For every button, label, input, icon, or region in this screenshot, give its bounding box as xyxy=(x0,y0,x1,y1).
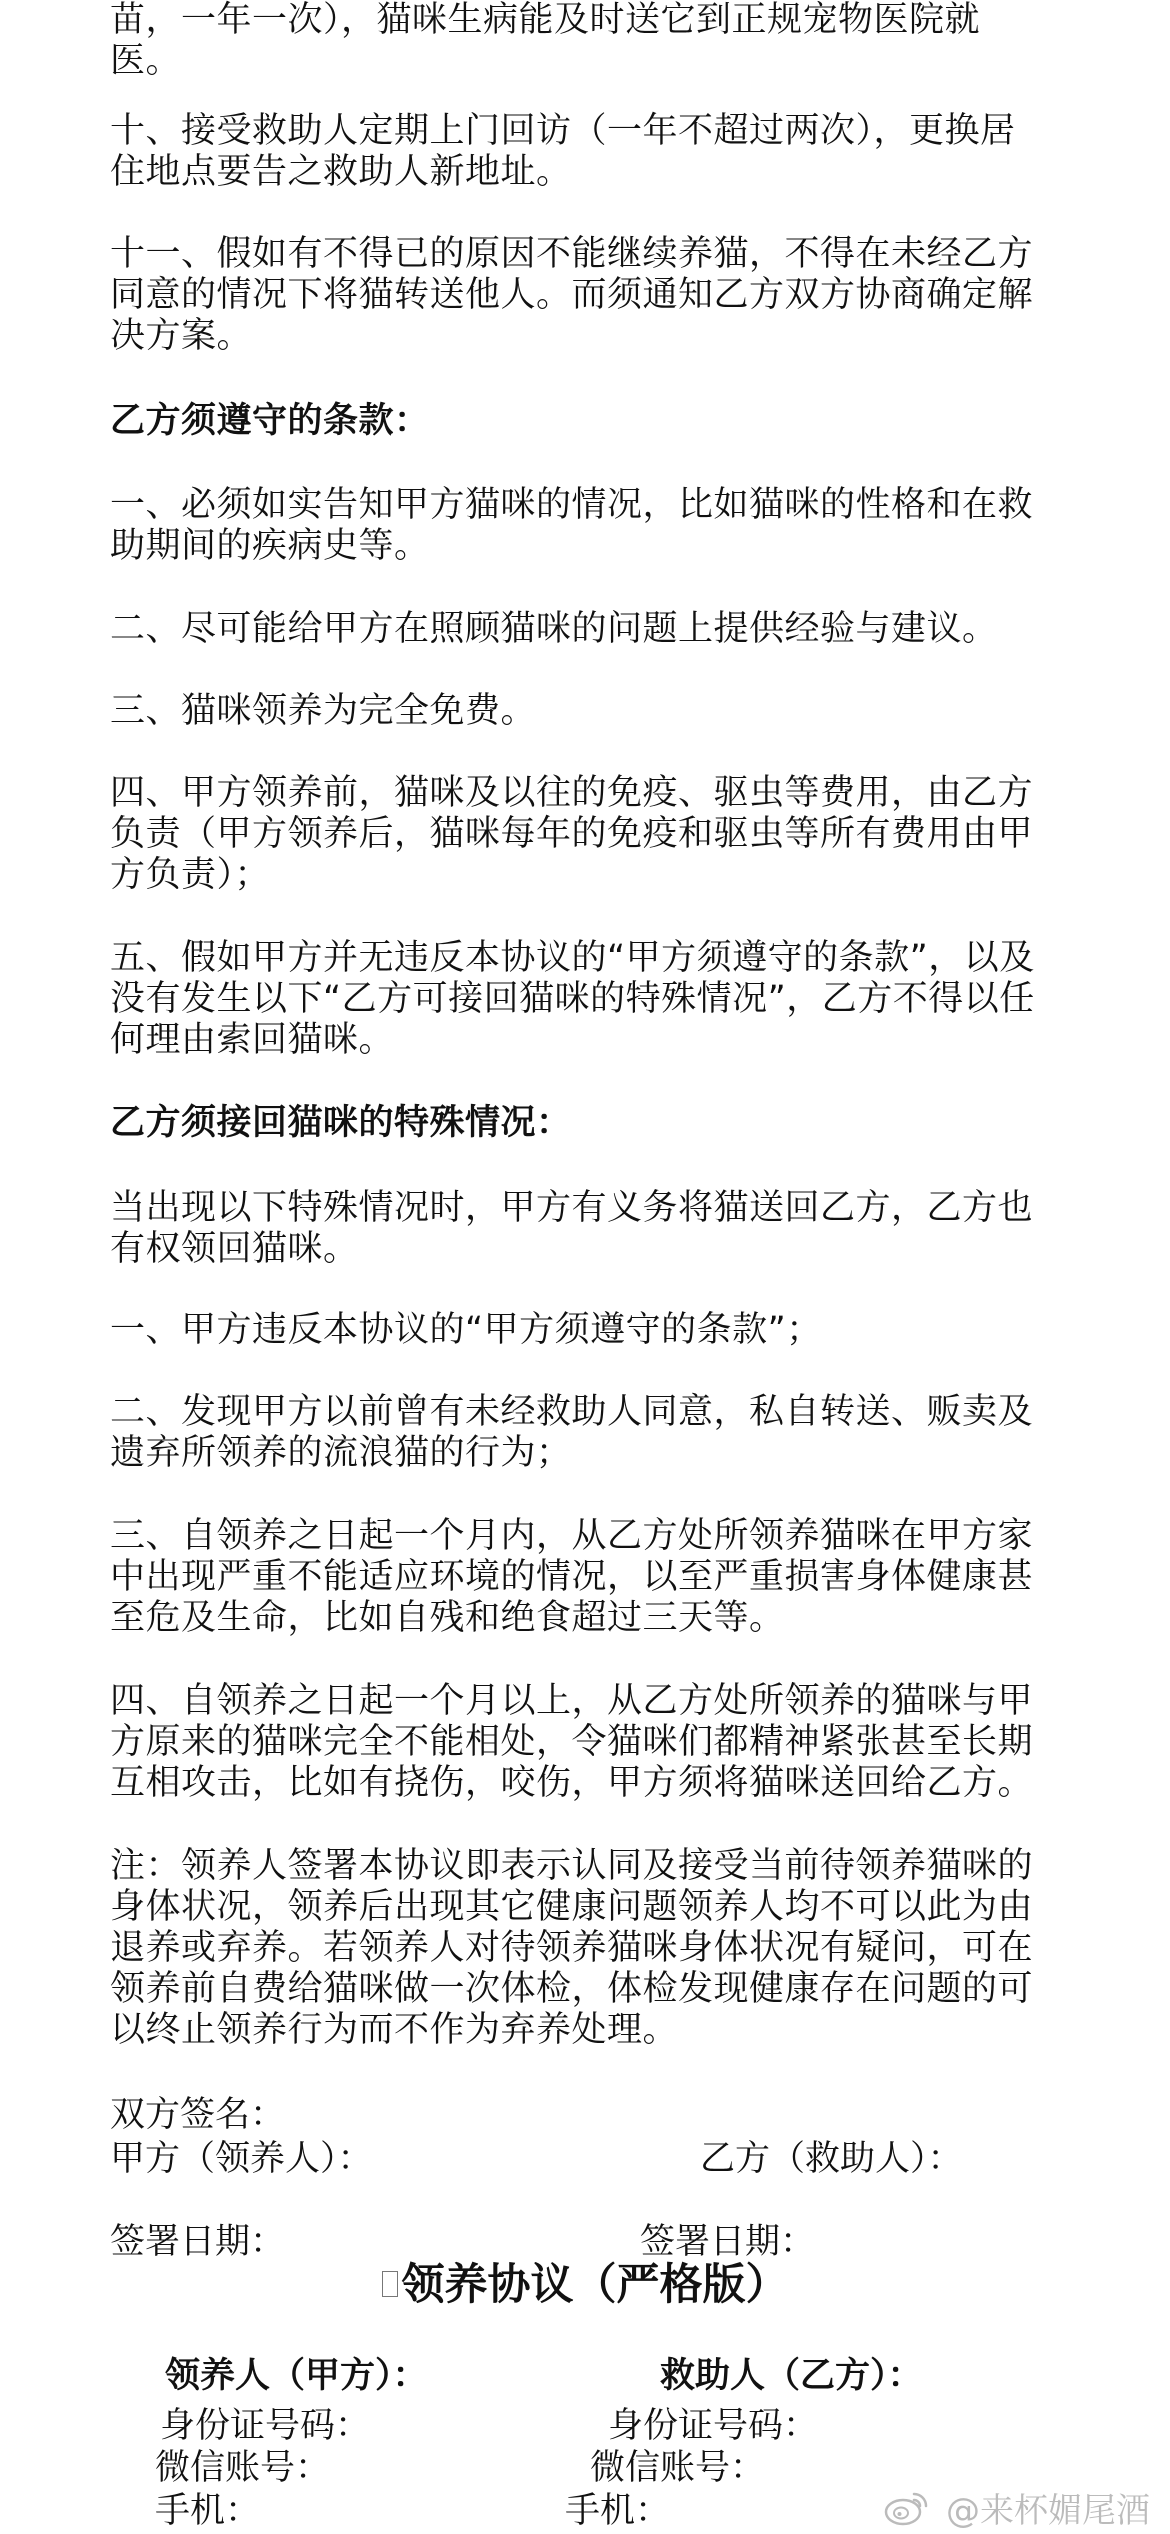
section-heading: 乙方须接回猫咪的特殊情况： xyxy=(110,1103,572,1143)
clause-paragraph: 三、猫咪领养为完全免费。 xyxy=(110,691,537,731)
clause-paragraph: 一、必须如实告知甲方猫咪的情况，比如猫咪的性格和在救 助期间的疾病史等。 xyxy=(110,485,1034,566)
second-page-title-text: 领养协议（严格版） xyxy=(401,2260,789,2310)
clause-paragraph: 十、接受救助人定期上门回访（一年不超过两次），更换居 住地点要告之救助人新地址。 xyxy=(110,111,1016,192)
date-a-label: 签署日期： xyxy=(110,2222,286,2262)
missing-glyph-icon xyxy=(382,2271,398,2297)
clause-paragraph: 一、甲方违反本协议的“甲方须遵守的条款”； xyxy=(110,1310,822,1350)
second-page-title xyxy=(0,2255,1170,2315)
clause-paragraph: 当出现以下特殊情况时，甲方有义务将猫送回乙方，乙方也 有权领回猫咪。 xyxy=(110,1188,1034,1269)
party-a-sign-label: 甲方（领养人）： xyxy=(110,2139,373,2179)
date-b-label: 签署日期： xyxy=(640,2222,816,2262)
clause-paragraph: 二、尽可能给甲方在照顾猫咪的问题上提供经验与建议。 xyxy=(110,609,998,649)
watermark xyxy=(884,2482,1158,2532)
clause-paragraph: 二、发现甲方以前曾有未经救助人同意，私自转送、贩卖及 遗弃所领养的流浪猫的行为； xyxy=(110,1392,1034,1473)
weibo-logo-icon xyxy=(884,2488,930,2526)
watermark-text: @来杯媚尾酒 xyxy=(946,2490,1150,2531)
party-b-sign-label: 乙方（救助人）： xyxy=(700,2139,963,2179)
phone-label-b: 手机： xyxy=(565,2491,671,2531)
clause-paragraph: 四、甲方领养前，猫咪及以往的免疫、驱虫等费用，由乙方 负责（甲方领养后，猫咪每年的免疫和驱虫等所有费用由甲 方负责）； xyxy=(110,773,1034,895)
section-heading: 乙方须遵守的条款： xyxy=(110,401,430,441)
wechat-label-b: 微信账号： xyxy=(590,2448,766,2488)
clause-paragraph: 十一、假如有不得已的原因不能继续养猫，不得在未经乙方 同意的情况下将猫转送他人。而须通知乙方双方协商确定解 决方案。 xyxy=(110,234,1034,356)
rescuer-heading: 救助人（乙方）： xyxy=(660,2356,923,2396)
id-number-label-b: 身份证号码： xyxy=(608,2406,819,2446)
both-sign-label: 双方签名： xyxy=(110,2095,286,2135)
clause-paragraph: 四、自领养之日起一个月以上，从乙方处所领养的猫咪与甲 方原来的猫咪完全不能相处，令猫咪们都精神紧张甚至长期 互相攻击，比如有挠伤，咬伤，甲方须将猫咪送回给乙方。 xyxy=(110,1681,1034,1803)
adopter-heading: 领养人（甲方）： xyxy=(165,2356,428,2396)
clause-paragraph: 五、假如甲方并无违反本协议的“甲方须遵守的条款”，以及 没有发生以下“乙方可接回猫咪的特殊情况”，乙方不得以任 何理由索回猫咪。 xyxy=(110,938,1035,1060)
clause-paragraph: 苗，一年一次），猫咪生病能及时送它到正规宠物医院就 医。 xyxy=(110,0,981,81)
wechat-label-a: 微信账号： xyxy=(155,2448,331,2488)
id-number-label-a: 身份证号码： xyxy=(160,2406,371,2446)
clause-paragraph: 三、自领养之日起一个月内，从乙方处所领养猫咪在甲方家 中出现严重不能适应环境的情况，以至严重损害身体健康甚 至危及生命，比如自残和绝食超过三天等。 xyxy=(110,1516,1034,1638)
phone-label-a: 手机： xyxy=(155,2491,261,2531)
note-paragraph: 注：领养人签署本协议即表示认同及接受当前待领养猫咪的 身体状况，领养后出现其它健康问题领养人均不可以此为由 退养或弃养。若领养人对待领养猫咪身体状况有疑问，可在 领养前自费给猫咪做一次体检，体检发现健康存在问题的可 以终止领养行为而不作为弃养处理。 xyxy=(110,1846,1034,2050)
